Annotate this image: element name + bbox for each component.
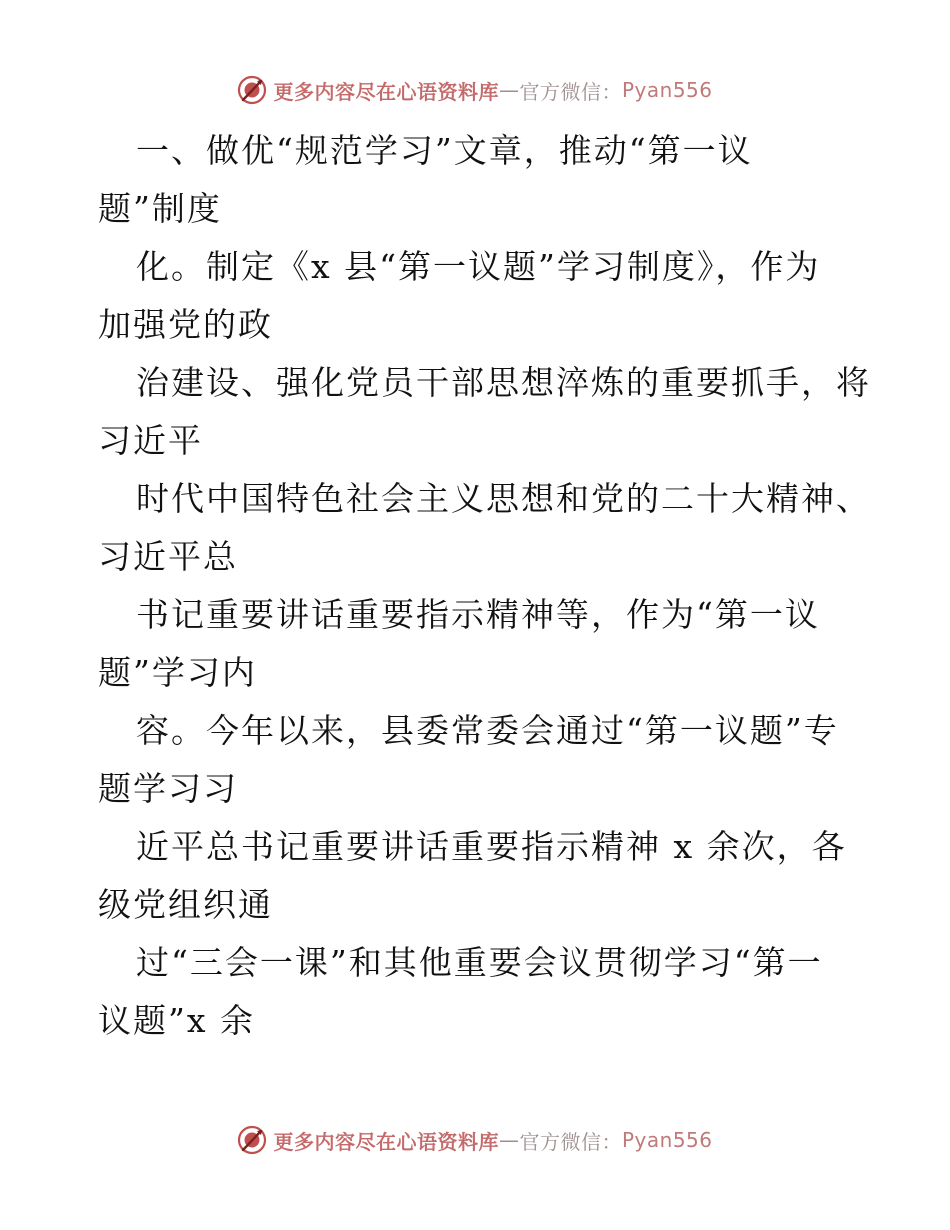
text-line: 题”学习内 [98, 653, 257, 692]
text-line: 级党组织通 [98, 885, 273, 924]
text-line: 容。今年以来，县委常委会通过“第一议题”专 [136, 711, 839, 750]
quill-seal-icon [237, 1125, 267, 1155]
text-line: 题学习习 [98, 769, 238, 808]
text-line: 近平总书记重要讲话重要指示精神 x 余次，各 [136, 827, 847, 866]
text-line: 书记重要讲话重要指示精神等，作为“第一议 [136, 595, 820, 634]
watermark-site-name: 更多内容尽在心语资料库 [273, 79, 499, 104]
watermark-wechat-id: Pyan556 [621, 1128, 713, 1152]
text-line: 一、做优“规范学习”文章，推动“第一议 [136, 131, 753, 170]
text-line: 时代中国特色社会主义思想和党的二十大精神、 [136, 479, 871, 518]
header-watermark [0, 70, 950, 110]
text-line: 治建设、强化党员干部思想淬炼的重要抓手，将 [136, 363, 871, 402]
watermark-site-name: 更多内容尽在心语资料库 [273, 1129, 499, 1154]
text-line: 习近平 [98, 421, 203, 460]
text-line: 题”制度 [98, 189, 222, 228]
text-line: 过“三会一课”和其他重要会议贯彻学习“第一 [136, 943, 823, 982]
quill-seal-icon [237, 75, 267, 105]
text-line: 加强党的政 [98, 305, 273, 344]
footer-watermark [0, 1120, 950, 1160]
watermark-dash: — [498, 78, 520, 102]
text-line: 习近平总 [98, 537, 238, 576]
watermark-dash: — [498, 1128, 520, 1152]
watermark-wechat-id: Pyan556 [621, 78, 713, 102]
document-body [98, 122, 888, 1050]
watermark-wechat-label: 官方微信： [519, 1129, 622, 1154]
text-line: 化。制定《x 县“第一议题”学习制度》，作为 [136, 247, 821, 286]
text-line: 议题”x 余 [98, 1001, 255, 1040]
watermark-wechat-label: 官方微信： [519, 79, 622, 104]
